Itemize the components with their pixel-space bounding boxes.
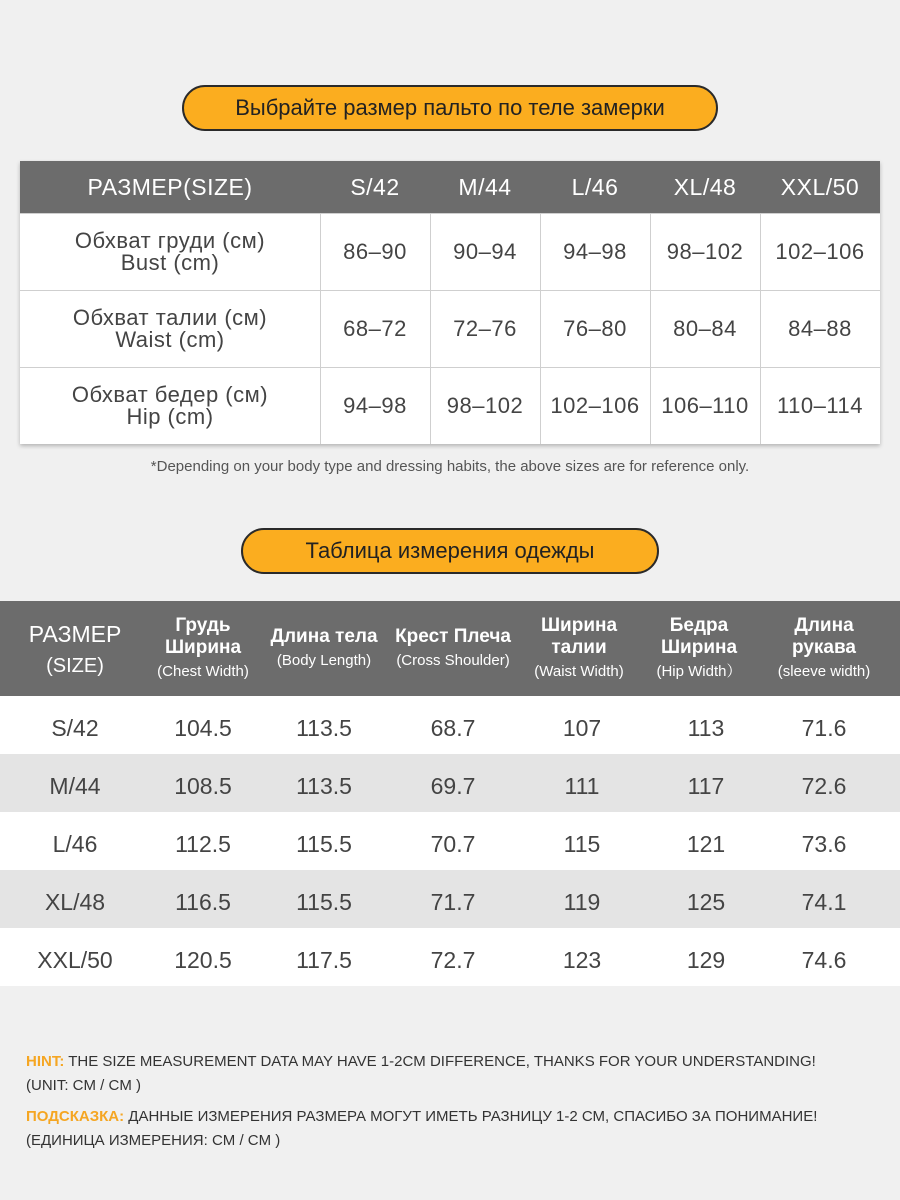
column-header-en: (Chest Width) xyxy=(157,662,249,680)
table-row xyxy=(0,812,900,870)
table-row xyxy=(0,870,900,928)
table-cell: 119 xyxy=(563,889,601,915)
column-header-ru: РАЗМЕР xyxy=(28,620,122,647)
column-header-ru: Длина тела xyxy=(270,625,378,647)
hint-text: ДАННЫЕ ИЗМЕРЕНИЯ РАЗМЕРА МОГУТ ИМЕТЬ РАЗНИЦУ 1-2 СМ, СПАСИБО ЗА ПОНИМАНИЕ! xyxy=(124,1108,818,1125)
garment-measurement-title: Таблица измерения одежды xyxy=(241,528,659,574)
table-cell: 70.7 xyxy=(430,831,476,857)
table-cell: 72.6 xyxy=(801,773,847,799)
column-header xyxy=(386,601,520,696)
hint-russian-line xyxy=(26,1105,817,1129)
header-size: L/46 xyxy=(571,174,619,200)
table-cell: 107 xyxy=(562,715,602,741)
table-cell: 108.5 xyxy=(174,773,232,799)
table-row xyxy=(0,754,900,812)
row-label-en: Hip (cm) xyxy=(126,404,214,429)
body-size-header-row xyxy=(20,161,880,213)
table-cell: 117 xyxy=(687,773,725,799)
column-header-en: (Body Length) xyxy=(276,651,372,669)
table-cell: 120.5 xyxy=(174,947,232,973)
column-header-en: (sleeve width) xyxy=(777,662,871,680)
header-size: XXL/50 xyxy=(780,174,860,200)
column-header-ru: Длина рукава xyxy=(792,614,856,658)
column-divider xyxy=(650,213,651,444)
table-cell: 115.5 xyxy=(296,831,352,857)
hint-russian xyxy=(26,1105,817,1153)
column-header-en: (Hip Width） xyxy=(656,662,742,680)
size-by-body-title: Выбрайте размер пальто по теле замерки xyxy=(182,85,718,131)
hint-key: ПОДСКАЗКА: xyxy=(26,1108,125,1125)
table-cell: 115 xyxy=(563,831,601,857)
size-cell: XXL/50 xyxy=(37,947,113,973)
column-divider xyxy=(430,213,431,444)
table-cell: 94–98 xyxy=(563,239,627,264)
table-cell: 98–102 xyxy=(666,239,744,264)
header-size: S/42 xyxy=(350,174,400,200)
table-cell: 110–114 xyxy=(777,393,863,418)
column-header-ru: Грудь Ширина xyxy=(164,614,242,658)
hint-english-line xyxy=(26,1050,816,1074)
column-header-en: (Cross Shoulder) xyxy=(396,651,510,669)
table-cell: 104.5 xyxy=(174,715,232,741)
hint-key: HINT: xyxy=(26,1053,65,1070)
hint-text: THE SIZE MEASUREMENT DATA MAY HAVE 1-2CM DIFFERENCE, THANKS FOR YOUR UNDERSTANDING! xyxy=(64,1053,816,1070)
reference-note: *Depending on your body type and dressing habits, the above sizes are for reference only. xyxy=(150,458,750,475)
column-header xyxy=(146,601,260,696)
table-cell: 98–102 xyxy=(446,393,524,418)
size-cell: M/44 xyxy=(49,773,101,799)
garment-measurement-table xyxy=(0,601,900,986)
column-header xyxy=(0,601,150,696)
header-size-label: РАЗМЕР(SIZE) xyxy=(87,174,253,200)
column-header-en: (SIZE) xyxy=(46,654,104,677)
table-cell: 74.1 xyxy=(801,889,847,915)
table-cell: 102–106 xyxy=(775,239,865,264)
hint-unit: (UNIT: CM / CM ) xyxy=(26,1077,141,1094)
table-cell: 69.7 xyxy=(430,773,476,799)
table-cell: 94–98 xyxy=(343,393,407,418)
size-cell: S/42 xyxy=(51,715,99,741)
row-label-ru: Обхват груди (см) xyxy=(74,228,266,253)
table-cell: 76–80 xyxy=(563,316,627,341)
column-header xyxy=(524,601,634,696)
table-cell: 72.7 xyxy=(430,947,476,973)
table-cell: 72–76 xyxy=(453,316,517,341)
table-cell: 90–94 xyxy=(453,239,517,264)
table-cell: 68–72 xyxy=(343,316,407,341)
column-header-ru: Крест Плеча xyxy=(395,625,511,647)
table-row xyxy=(20,367,880,444)
table-cell: 116.5 xyxy=(175,889,231,915)
table-cell: 71.6 xyxy=(801,715,847,741)
hint-english xyxy=(26,1050,816,1098)
table-cell: 112.5 xyxy=(175,831,231,857)
column-divider xyxy=(540,213,541,444)
garment-header-row xyxy=(0,601,900,696)
table-cell: 71.7 xyxy=(430,889,476,915)
row-label-en: Waist (cm) xyxy=(115,327,225,352)
table-cell: 102–106 xyxy=(550,393,640,418)
table-cell: 129 xyxy=(686,947,726,973)
table-cell: 125 xyxy=(686,889,726,915)
table-cell: 117.5 xyxy=(296,947,352,973)
column-divider xyxy=(320,213,321,444)
column-header xyxy=(644,601,754,696)
table-cell: 80–84 xyxy=(673,316,737,341)
table-row xyxy=(0,696,900,754)
table-cell: 74.6 xyxy=(801,947,847,973)
hint-unit: (ЕДИНИЦА ИЗМЕРЕНИЯ: CM / CM ) xyxy=(26,1132,281,1149)
table-cell: 113.5 xyxy=(296,715,352,741)
table-cell: 86–90 xyxy=(343,239,407,264)
table-row xyxy=(20,213,880,290)
column-header-en: (Waist Width) xyxy=(534,662,624,680)
row-label-ru: Обхват талии (см) xyxy=(72,305,268,330)
column-divider xyxy=(760,213,761,444)
row-label xyxy=(20,291,320,367)
table-cell: 115.5 xyxy=(296,889,352,915)
size-cell: XL/48 xyxy=(44,889,106,915)
table-cell: 68.7 xyxy=(430,715,476,741)
row-label-ru: Обхват бедер (см) xyxy=(71,382,269,407)
table-row xyxy=(20,290,880,367)
table-row xyxy=(0,928,900,986)
row-label xyxy=(20,368,320,444)
table-cell: 113 xyxy=(687,715,725,741)
table-cell: 84–88 xyxy=(788,316,852,341)
table-cell: 121 xyxy=(686,831,726,857)
table-cell: 123 xyxy=(562,947,602,973)
table-cell: 113.5 xyxy=(296,773,352,799)
column-header-ru: Бедра Ширина xyxy=(660,614,738,658)
header-size: XL/48 xyxy=(673,174,737,200)
column-header-ru: Ширина талии xyxy=(540,614,618,658)
column-header xyxy=(264,601,384,696)
size-cell: L/46 xyxy=(52,831,98,857)
row-label xyxy=(20,214,320,290)
row-label-en: Bust (cm) xyxy=(120,250,220,275)
body-size-table xyxy=(20,161,880,444)
table-cell: 73.6 xyxy=(801,831,847,857)
header-size: M/44 xyxy=(458,174,512,200)
column-header xyxy=(764,601,884,696)
table-cell: 111 xyxy=(564,773,600,799)
table-cell: 106–110 xyxy=(661,393,749,418)
